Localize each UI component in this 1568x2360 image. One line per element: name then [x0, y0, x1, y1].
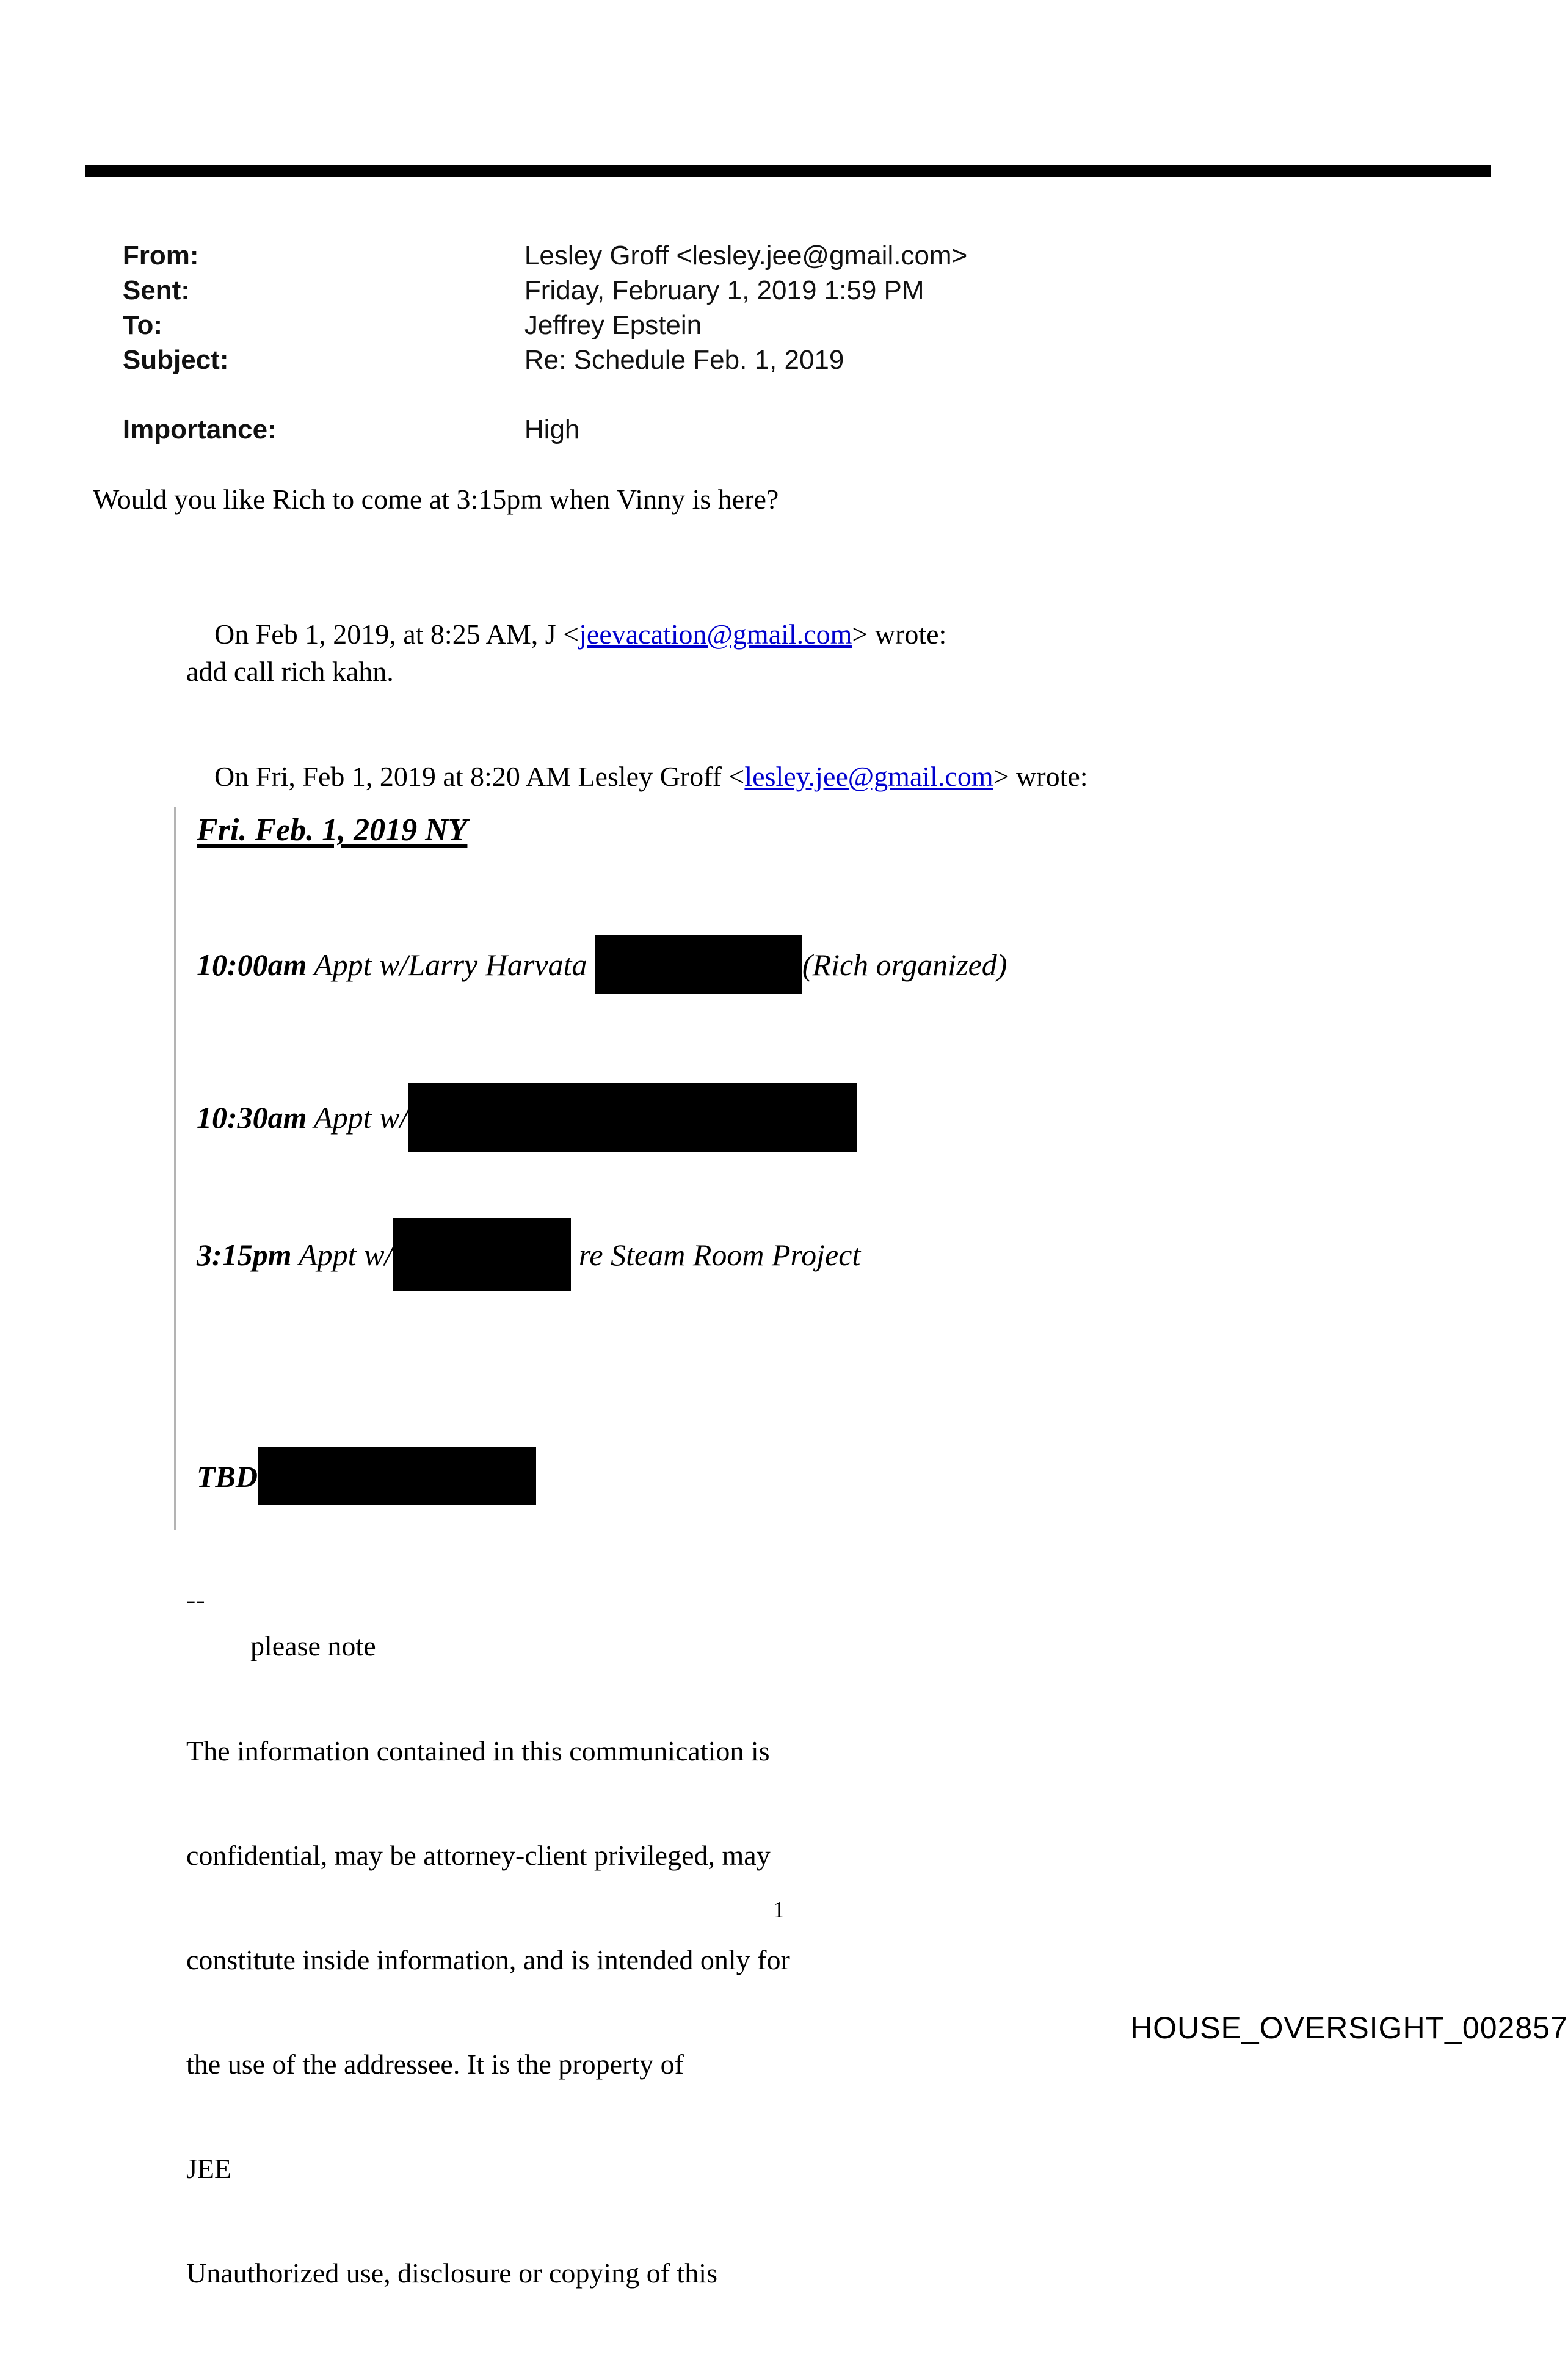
redaction-box: [393, 1218, 571, 1291]
quote2-email-link[interactable]: lesley.jee@gmail.com: [744, 761, 993, 792]
schedule-time: 10:30am: [197, 1100, 307, 1135]
schedule-item-tbd: [197, 1447, 536, 1505]
schedule-text-before: Appt w/: [307, 1100, 408, 1135]
schedule-heading: Fri. Feb. 1, 2019 NY: [197, 813, 468, 848]
schedule-text-after: re Steam Room Project: [571, 1238, 861, 1272]
subject-value: Re: Schedule Feb. 1, 2019: [524, 345, 844, 375]
quote2-prefix: On Fri, Feb 1, 2019 at 8:20 AM Lesley Groff <: [214, 761, 745, 792]
signature-note: please note: [250, 1630, 376, 1661]
importance-value: High: [524, 415, 580, 445]
redaction-box: [595, 935, 802, 994]
schedule-text-after: (Rich organized): [802, 948, 1007, 982]
from-label: From:: [122, 241, 199, 270]
disclaimer-line: the use of the addressee. It is the property of: [186, 2049, 684, 2080]
schedule-item-315pm: [197, 1218, 860, 1291]
to-value: Jeffrey Epstein: [524, 310, 702, 340]
signature-separator: --: [186, 1584, 205, 1615]
schedule-text-before: Appt w/: [291, 1238, 393, 1272]
disclaimer-line: constitute inside information, and is intended only for: [186, 1944, 790, 1975]
sent-label: Sent:: [122, 275, 190, 305]
disclaimer-block: [186, 1664, 790, 2360]
schedule-item-1000am: [197, 935, 1007, 994]
body-question: Would you like Rich to come at 3:15pm when Vinny is here?: [93, 484, 779, 515]
disclaimer-line: JEE: [186, 2153, 232, 2184]
disclaimer-line: confidential, may be attorney-client privileged, may: [186, 1840, 771, 1871]
schedule-time: 3:15pm: [197, 1238, 292, 1272]
quote1-suffix: > wrote:: [852, 619, 947, 650]
schedule-time: 10:00am: [197, 948, 307, 982]
redaction-box: [258, 1447, 536, 1505]
bates-number: HOUSE_OVERSIGHT_002857: [1130, 2011, 1568, 2045]
page-number: 1: [773, 1897, 785, 1923]
schedule-item-1030am: [197, 1083, 857, 1152]
disclaimer-line: The information contained in this communication is: [186, 1735, 770, 1766]
blockquote-border: [174, 807, 176, 1530]
header-divider-bar: [85, 165, 1491, 177]
quoted-reply-text: add call rich kahn.: [186, 656, 394, 687]
redaction-box: [408, 1083, 857, 1152]
disclaimer-line: Unauthorized use, disclosure or copying of this: [186, 2257, 717, 2289]
schedule-time: TBD: [197, 1459, 258, 1494]
subject-label: Subject:: [122, 345, 229, 375]
quote1-email-link[interactable]: jeevacation@gmail.com: [579, 619, 852, 650]
sent-value: Friday, February 1, 2019 1:59 PM: [524, 275, 924, 305]
importance-label: Importance:: [122, 415, 277, 445]
quote2-suffix: > wrote:: [993, 761, 1088, 792]
schedule-text-before: Appt w/Larry Harvata: [307, 948, 595, 982]
quote1-prefix: On Feb 1, 2019, at 8:25 AM, J <: [214, 619, 579, 650]
to-label: To:: [122, 310, 163, 340]
header-row-importance: [93, 382, 579, 477]
from-value: Lesley Groff <lesley.jee@gmail.com>: [524, 241, 968, 270]
